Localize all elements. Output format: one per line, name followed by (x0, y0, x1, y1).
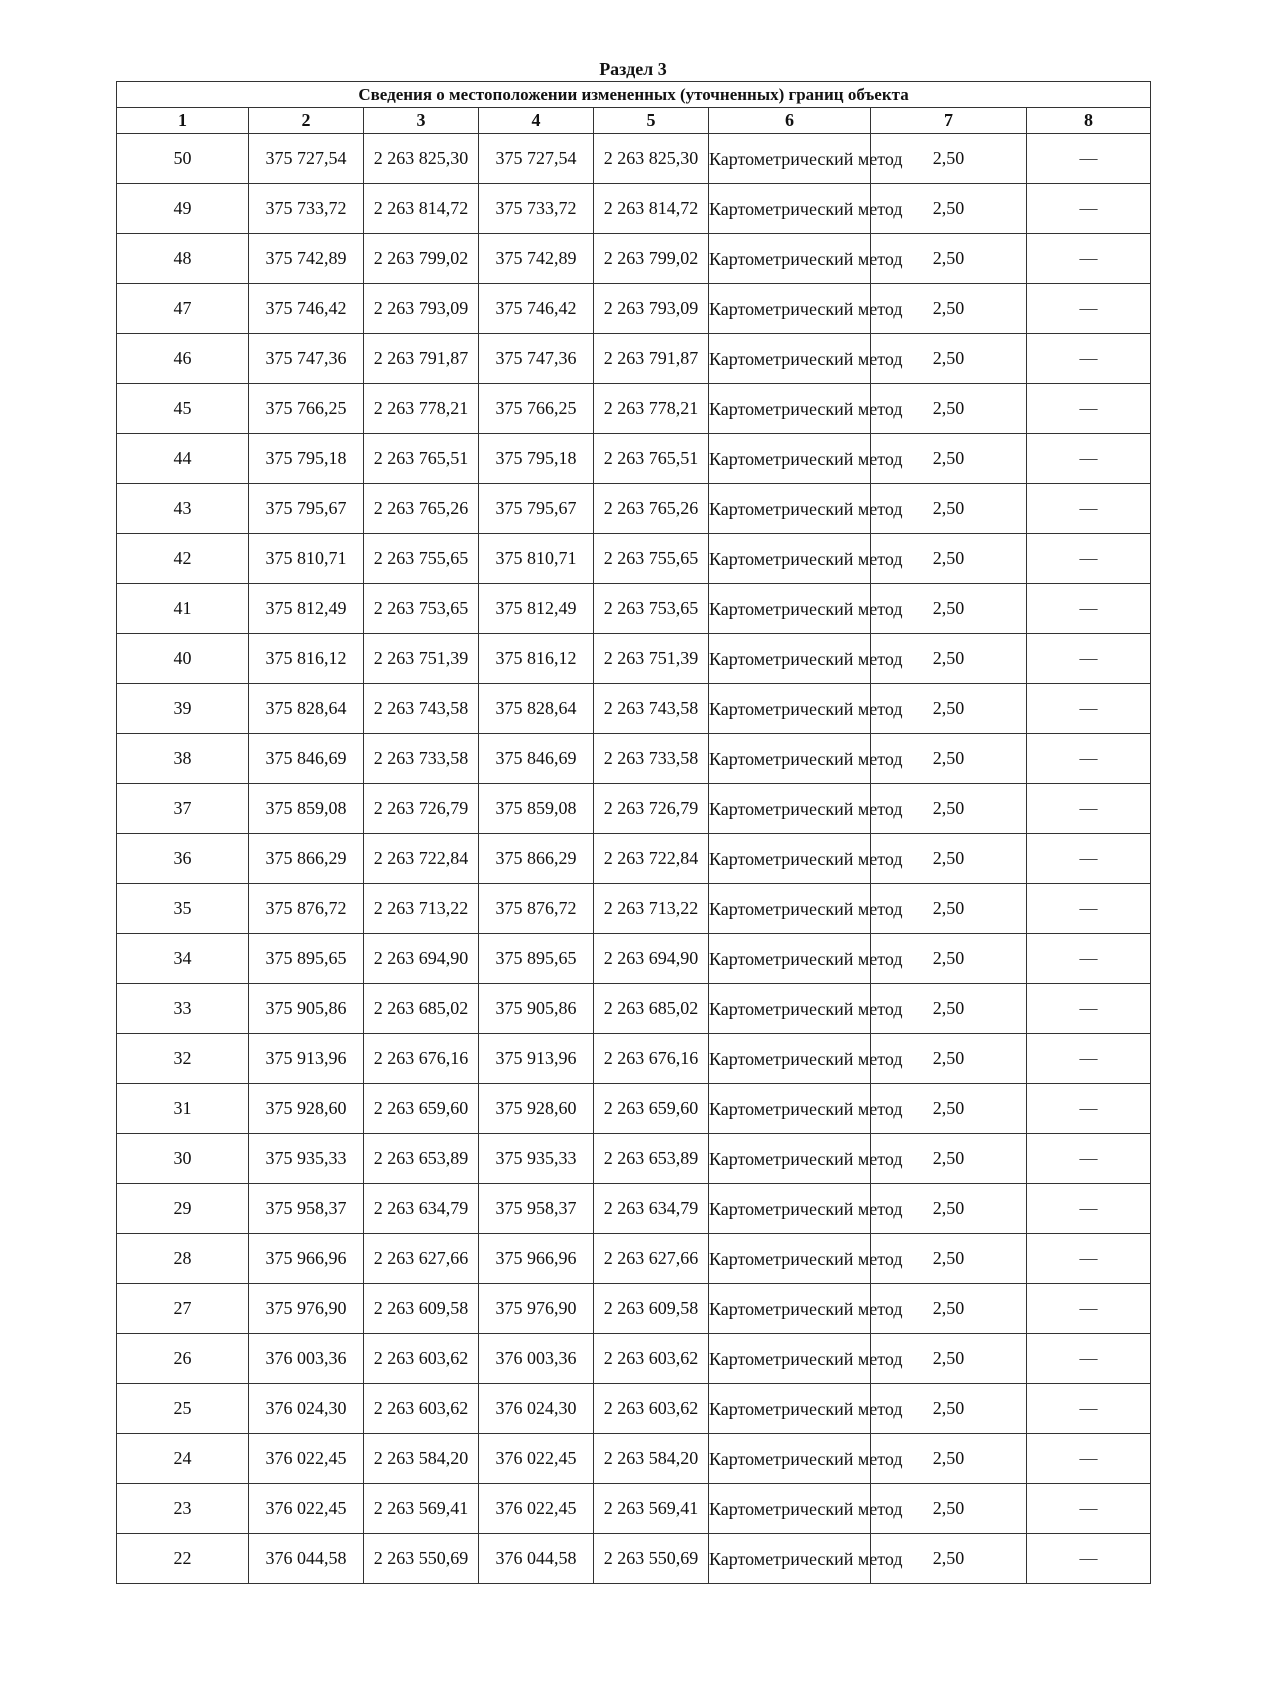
existing-y-cell: 2 263 713,22 (364, 884, 479, 934)
refined-y-cell: 2 263 753,65 (594, 584, 709, 634)
note-cell: — (1027, 1034, 1151, 1084)
existing-x-cell: 375 746,42 (249, 284, 364, 334)
method-cell: Картометрический метод (709, 1284, 871, 1334)
refined-x-cell: 375 913,96 (479, 1034, 594, 1084)
table-row (117, 1484, 1151, 1534)
existing-x-cell: 375 747,36 (249, 334, 364, 384)
method-cell: Картометрический метод (709, 934, 871, 984)
method-cell: Картометрический метод (709, 534, 871, 584)
method-cell: Картометрический метод (709, 334, 871, 384)
existing-x-cell: 375 976,90 (249, 1284, 364, 1334)
point-number-cell: 27 (117, 1284, 249, 1334)
refined-x-cell: 376 024,30 (479, 1384, 594, 1434)
existing-x-cell: 375 816,12 (249, 634, 364, 684)
existing-y-cell: 2 263 550,69 (364, 1534, 479, 1584)
existing-y-cell: 2 263 676,16 (364, 1034, 479, 1084)
existing-x-cell: 375 859,08 (249, 784, 364, 834)
note-cell: — (1027, 484, 1151, 534)
refined-y-cell: 2 263 765,26 (594, 484, 709, 534)
method-cell: Картометрический метод (709, 484, 871, 534)
existing-x-cell: 375 733,72 (249, 184, 364, 234)
method-cell: Картометрический метод (709, 884, 871, 934)
accuracy-cell: 2,50 (871, 834, 1027, 884)
existing-y-cell: 2 263 653,89 (364, 1134, 479, 1184)
existing-y-cell: 2 263 751,39 (364, 634, 479, 684)
refined-y-cell: 2 263 603,62 (594, 1334, 709, 1384)
table-row (117, 734, 1151, 784)
note-cell: — (1027, 1284, 1151, 1334)
existing-y-cell: 2 263 659,60 (364, 1084, 479, 1134)
table-row (117, 284, 1151, 334)
point-number-cell: 43 (117, 484, 249, 534)
table-row (117, 634, 1151, 684)
refined-x-cell: 375 966,96 (479, 1234, 594, 1284)
existing-x-cell: 376 003,36 (249, 1334, 364, 1384)
note-cell: — (1027, 984, 1151, 1034)
point-number-cell: 37 (117, 784, 249, 834)
existing-y-cell: 2 263 603,62 (364, 1334, 479, 1384)
existing-x-cell: 376 022,45 (249, 1484, 364, 1534)
method-cell: Картометрический метод (709, 1534, 871, 1584)
table-caption: Сведения о местоположении измененных (уточненных) границ объекта (117, 82, 1151, 108)
existing-y-cell: 2 263 791,87 (364, 334, 479, 384)
column-number: 4 (479, 108, 594, 134)
refined-x-cell: 375 928,60 (479, 1084, 594, 1134)
note-cell: — (1027, 184, 1151, 234)
refined-x-cell: 375 812,49 (479, 584, 594, 634)
note-cell: — (1027, 584, 1151, 634)
note-cell: — (1027, 634, 1151, 684)
method-cell: Картометрический метод (709, 984, 871, 1034)
table-caption-row (117, 82, 1151, 108)
existing-x-cell: 375 795,67 (249, 484, 364, 534)
refined-y-cell: 2 263 713,22 (594, 884, 709, 934)
table-row (117, 584, 1151, 634)
accuracy-cell: 2,50 (871, 334, 1027, 384)
existing-y-cell: 2 263 778,21 (364, 384, 479, 434)
note-cell: — (1027, 384, 1151, 434)
existing-y-cell: 2 263 569,41 (364, 1484, 479, 1534)
existing-x-cell: 375 905,86 (249, 984, 364, 1034)
column-number: 5 (594, 108, 709, 134)
method-cell: Картометрический метод (709, 684, 871, 734)
existing-y-cell: 2 263 825,30 (364, 134, 479, 184)
point-number-cell: 33 (117, 984, 249, 1034)
method-cell: Картометрический метод (709, 284, 871, 334)
column-number: 3 (364, 108, 479, 134)
note-cell: — (1027, 1134, 1151, 1184)
point-number-cell: 31 (117, 1084, 249, 1134)
refined-x-cell: 376 003,36 (479, 1334, 594, 1384)
accuracy-cell: 2,50 (871, 234, 1027, 284)
note-cell: — (1027, 1434, 1151, 1484)
table-body (117, 134, 1151, 1584)
accuracy-cell: 2,50 (871, 434, 1027, 484)
method-cell: Картометрический метод (709, 1084, 871, 1134)
existing-y-cell: 2 263 726,79 (364, 784, 479, 834)
existing-y-cell: 2 263 814,72 (364, 184, 479, 234)
refined-x-cell: 375 810,71 (479, 534, 594, 584)
method-cell: Картометрический метод (709, 234, 871, 284)
refined-x-cell: 375 733,72 (479, 184, 594, 234)
table-row (117, 1234, 1151, 1284)
accuracy-cell: 2,50 (871, 884, 1027, 934)
accuracy-cell: 2,50 (871, 584, 1027, 634)
existing-y-cell: 2 263 743,58 (364, 684, 479, 734)
existing-y-cell: 2 263 793,09 (364, 284, 479, 334)
note-cell: — (1027, 834, 1151, 884)
existing-x-cell: 375 727,54 (249, 134, 364, 184)
accuracy-cell: 2,50 (871, 284, 1027, 334)
table-row (117, 184, 1151, 234)
point-number-cell: 25 (117, 1384, 249, 1434)
accuracy-cell: 2,50 (871, 934, 1027, 984)
refined-y-cell: 2 263 733,58 (594, 734, 709, 784)
table-row (117, 134, 1151, 184)
existing-y-cell: 2 263 799,02 (364, 234, 479, 284)
existing-y-cell: 2 263 753,65 (364, 584, 479, 634)
accuracy-cell: 2,50 (871, 484, 1027, 534)
point-number-cell: 35 (117, 884, 249, 934)
table-row (117, 1284, 1151, 1334)
accuracy-cell: 2,50 (871, 1084, 1027, 1134)
table-row (117, 1334, 1151, 1384)
accuracy-cell: 2,50 (871, 1184, 1027, 1234)
table-row (117, 1084, 1151, 1134)
existing-x-cell: 375 958,37 (249, 1184, 364, 1234)
note-cell: — (1027, 1334, 1151, 1384)
existing-y-cell: 2 263 634,79 (364, 1184, 479, 1234)
method-cell: Картометрический метод (709, 1234, 871, 1284)
note-cell: — (1027, 434, 1151, 484)
point-number-cell: 46 (117, 334, 249, 384)
refined-x-cell: 375 816,12 (479, 634, 594, 684)
accuracy-cell: 2,50 (871, 1034, 1027, 1084)
column-number: 7 (871, 108, 1027, 134)
note-cell: — (1027, 1084, 1151, 1134)
point-number-cell: 41 (117, 584, 249, 634)
refined-x-cell: 375 747,36 (479, 334, 594, 384)
existing-y-cell: 2 263 755,65 (364, 534, 479, 584)
table-row (117, 1184, 1151, 1234)
refined-x-cell: 375 795,67 (479, 484, 594, 534)
refined-y-cell: 2 263 634,79 (594, 1184, 709, 1234)
accuracy-cell: 2,50 (871, 134, 1027, 184)
refined-x-cell: 375 727,54 (479, 134, 594, 184)
refined-y-cell: 2 263 825,30 (594, 134, 709, 184)
note-cell: — (1027, 1384, 1151, 1434)
note-cell: — (1027, 1484, 1151, 1534)
point-number-cell: 45 (117, 384, 249, 434)
accuracy-cell: 2,50 (871, 1434, 1027, 1484)
note-cell: — (1027, 1184, 1151, 1234)
existing-x-cell: 375 928,60 (249, 1084, 364, 1134)
existing-y-cell: 2 263 765,51 (364, 434, 479, 484)
existing-y-cell: 2 263 603,62 (364, 1384, 479, 1434)
existing-x-cell: 375 766,25 (249, 384, 364, 434)
refined-y-cell: 2 263 765,51 (594, 434, 709, 484)
accuracy-cell: 2,50 (871, 1234, 1027, 1284)
note-cell: — (1027, 334, 1151, 384)
point-number-cell: 39 (117, 684, 249, 734)
point-number-cell: 42 (117, 534, 249, 584)
existing-x-cell: 375 866,29 (249, 834, 364, 884)
existing-x-cell: 375 828,64 (249, 684, 364, 734)
existing-y-cell: 2 263 733,58 (364, 734, 479, 784)
refined-y-cell: 2 263 751,39 (594, 634, 709, 684)
refined-x-cell: 376 044,58 (479, 1534, 594, 1584)
refined-x-cell: 375 895,65 (479, 934, 594, 984)
point-number-cell: 47 (117, 284, 249, 334)
method-cell: Картометрический метод (709, 1134, 871, 1184)
existing-x-cell: 375 846,69 (249, 734, 364, 784)
refined-y-cell: 2 263 603,62 (594, 1384, 709, 1434)
table-row (117, 334, 1151, 384)
refined-y-cell: 2 263 653,89 (594, 1134, 709, 1184)
refined-x-cell: 375 958,37 (479, 1184, 594, 1234)
table-row (117, 484, 1151, 534)
column-number: 1 (117, 108, 249, 134)
refined-x-cell: 375 976,90 (479, 1284, 594, 1334)
method-cell: Картометрический метод (709, 584, 871, 634)
point-number-cell: 23 (117, 1484, 249, 1534)
table-row (117, 934, 1151, 984)
point-number-cell: 44 (117, 434, 249, 484)
accuracy-cell: 2,50 (871, 784, 1027, 834)
refined-y-cell: 2 263 778,21 (594, 384, 709, 434)
table-row (117, 1034, 1151, 1084)
refined-y-cell: 2 263 584,20 (594, 1434, 709, 1484)
note-cell: — (1027, 884, 1151, 934)
accuracy-cell: 2,50 (871, 184, 1027, 234)
method-cell: Картометрический метод (709, 1434, 871, 1484)
existing-x-cell: 375 876,72 (249, 884, 364, 934)
point-number-cell: 40 (117, 634, 249, 684)
table-row (117, 434, 1151, 484)
accuracy-cell: 2,50 (871, 1484, 1027, 1534)
point-number-cell: 30 (117, 1134, 249, 1184)
refined-x-cell: 375 935,33 (479, 1134, 594, 1184)
note-cell: — (1027, 934, 1151, 984)
existing-x-cell: 375 913,96 (249, 1034, 364, 1084)
accuracy-cell: 2,50 (871, 1334, 1027, 1384)
accuracy-cell: 2,50 (871, 1534, 1027, 1584)
table-row (117, 1534, 1151, 1584)
table-row (117, 1384, 1151, 1434)
table-row (117, 884, 1151, 934)
point-number-cell: 38 (117, 734, 249, 784)
existing-x-cell: 375 966,96 (249, 1234, 364, 1284)
refined-y-cell: 2 263 627,66 (594, 1234, 709, 1284)
point-number-cell: 36 (117, 834, 249, 884)
existing-y-cell: 2 263 609,58 (364, 1284, 479, 1334)
refined-x-cell: 375 795,18 (479, 434, 594, 484)
refined-y-cell: 2 263 550,69 (594, 1534, 709, 1584)
note-cell: — (1027, 234, 1151, 284)
existing-y-cell: 2 263 765,26 (364, 484, 479, 534)
refined-x-cell: 376 022,45 (479, 1484, 594, 1534)
method-cell: Картометрический метод (709, 1184, 871, 1234)
method-cell: Картометрический метод (709, 1034, 871, 1084)
accuracy-cell: 2,50 (871, 384, 1027, 434)
accuracy-cell: 2,50 (871, 984, 1027, 1034)
point-number-cell: 50 (117, 134, 249, 184)
refined-y-cell: 2 263 743,58 (594, 684, 709, 734)
method-cell: Картометрический метод (709, 784, 871, 834)
method-cell: Картометрический метод (709, 1384, 871, 1434)
column-number: 8 (1027, 108, 1151, 134)
refined-x-cell: 375 846,69 (479, 734, 594, 784)
accuracy-cell: 2,50 (871, 634, 1027, 684)
section-title: Раздел 3 (599, 59, 667, 79)
refined-y-cell: 2 263 694,90 (594, 934, 709, 984)
table-row (117, 784, 1151, 834)
table-row (117, 1134, 1151, 1184)
method-cell: Картометрический метод (709, 184, 871, 234)
note-cell: — (1027, 1534, 1151, 1584)
table-row (117, 684, 1151, 734)
table-row (117, 234, 1151, 284)
refined-y-cell: 2 263 722,84 (594, 834, 709, 884)
point-number-cell: 34 (117, 934, 249, 984)
refined-y-cell: 2 263 799,02 (594, 234, 709, 284)
table-row (117, 1434, 1151, 1484)
existing-x-cell: 375 935,33 (249, 1134, 364, 1184)
note-cell: — (1027, 534, 1151, 584)
refined-y-cell: 2 263 659,60 (594, 1084, 709, 1134)
refined-y-cell: 2 263 609,58 (594, 1284, 709, 1334)
point-number-cell: 49 (117, 184, 249, 234)
accuracy-cell: 2,50 (871, 684, 1027, 734)
boundary-table (116, 81, 1151, 1584)
existing-x-cell: 375 812,49 (249, 584, 364, 634)
point-number-cell: 24 (117, 1434, 249, 1484)
point-number-cell: 32 (117, 1034, 249, 1084)
point-number-cell: 28 (117, 1234, 249, 1284)
existing-y-cell: 2 263 722,84 (364, 834, 479, 884)
point-number-cell: 26 (117, 1334, 249, 1384)
method-cell: Картометрический метод (709, 434, 871, 484)
existing-y-cell: 2 263 685,02 (364, 984, 479, 1034)
note-cell: — (1027, 284, 1151, 334)
method-cell: Картометрический метод (709, 734, 871, 784)
table-row (117, 834, 1151, 884)
existing-y-cell: 2 263 694,90 (364, 934, 479, 984)
point-number-cell: 48 (117, 234, 249, 284)
method-cell: Картометрический метод (709, 1334, 871, 1384)
existing-x-cell: 375 895,65 (249, 934, 364, 984)
accuracy-cell: 2,50 (871, 734, 1027, 784)
note-cell: — (1027, 134, 1151, 184)
existing-y-cell: 2 263 627,66 (364, 1234, 479, 1284)
refined-y-cell: 2 263 726,79 (594, 784, 709, 834)
refined-x-cell: 375 876,72 (479, 884, 594, 934)
existing-y-cell: 2 263 584,20 (364, 1434, 479, 1484)
existing-x-cell: 376 022,45 (249, 1434, 364, 1484)
refined-y-cell: 2 263 755,65 (594, 534, 709, 584)
column-number-row (117, 108, 1151, 134)
note-cell: — (1027, 734, 1151, 784)
refined-x-cell: 375 905,86 (479, 984, 594, 1034)
note-cell: — (1027, 684, 1151, 734)
refined-y-cell: 2 263 676,16 (594, 1034, 709, 1084)
refined-x-cell: 375 746,42 (479, 284, 594, 334)
accuracy-cell: 2,50 (871, 1284, 1027, 1334)
column-number: 2 (249, 108, 364, 134)
refined-x-cell: 375 866,29 (479, 834, 594, 884)
point-number-cell: 29 (117, 1184, 249, 1234)
method-cell: Картометрический метод (709, 384, 871, 434)
existing-x-cell: 376 024,30 (249, 1384, 364, 1434)
note-cell: — (1027, 1234, 1151, 1284)
method-cell: Картометрический метод (709, 1484, 871, 1534)
existing-x-cell: 375 742,89 (249, 234, 364, 284)
existing-x-cell: 375 810,71 (249, 534, 364, 584)
refined-x-cell: 376 022,45 (479, 1434, 594, 1484)
refined-y-cell: 2 263 814,72 (594, 184, 709, 234)
refined-x-cell: 375 742,89 (479, 234, 594, 284)
method-cell: Картометрический метод (709, 634, 871, 684)
column-number: 6 (709, 108, 871, 134)
existing-x-cell: 376 044,58 (249, 1534, 364, 1584)
point-number-cell: 22 (117, 1534, 249, 1584)
refined-x-cell: 375 859,08 (479, 784, 594, 834)
refined-y-cell: 2 263 569,41 (594, 1484, 709, 1534)
refined-x-cell: 375 828,64 (479, 684, 594, 734)
refined-y-cell: 2 263 793,09 (594, 284, 709, 334)
table-row (117, 984, 1151, 1034)
method-cell: Картометрический метод (709, 834, 871, 884)
method-cell: Картометрический метод (709, 134, 871, 184)
refined-y-cell: 2 263 685,02 (594, 984, 709, 1034)
refined-y-cell: 2 263 791,87 (594, 334, 709, 384)
existing-x-cell: 375 795,18 (249, 434, 364, 484)
accuracy-cell: 2,50 (871, 1384, 1027, 1434)
note-cell: — (1027, 784, 1151, 834)
accuracy-cell: 2,50 (871, 534, 1027, 584)
table-row (117, 384, 1151, 434)
refined-x-cell: 375 766,25 (479, 384, 594, 434)
accuracy-cell: 2,50 (871, 1134, 1027, 1184)
table-row (117, 534, 1151, 584)
